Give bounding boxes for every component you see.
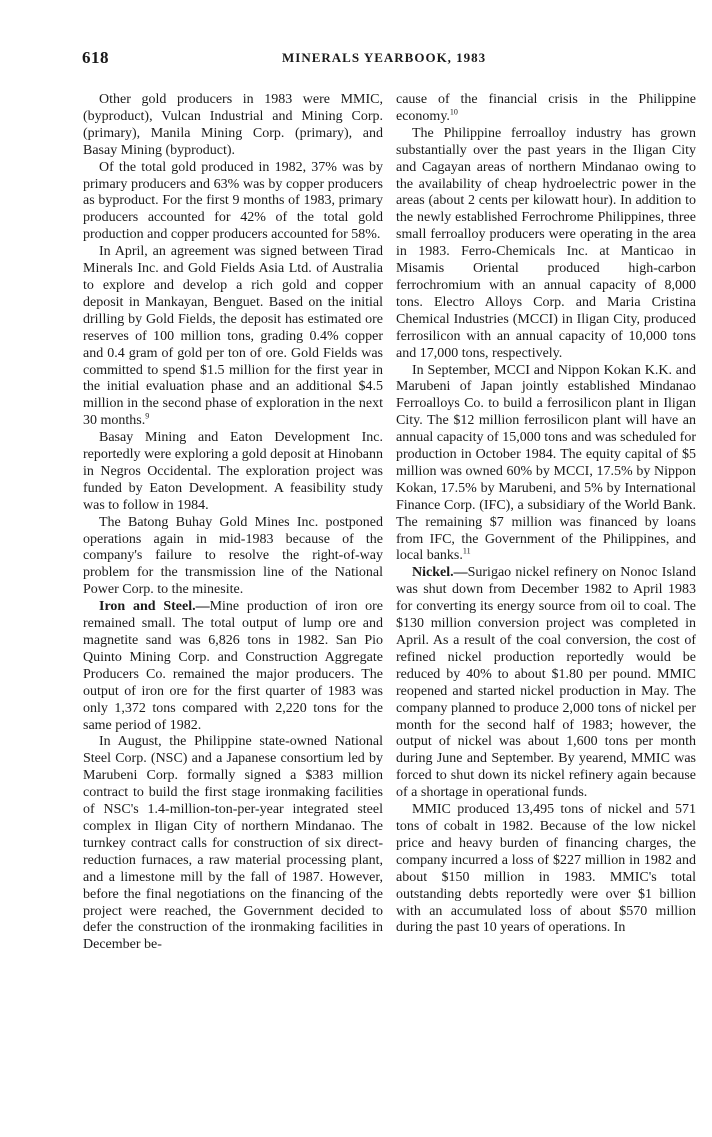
footnote-ref: 10: [449, 107, 458, 117]
paragraph: In August, the Philippine state-owned National Steel Corp. (NSC) and a Japanese consortium led by Marubeni Corp. formally signed a $383 million contract to build the first stage ironmaking facilities of NSC's 1.4-million-ton-per-year integrated steel complex in Iligan City of northern Mindanao. The turnkey contract calls for construction of six direct-reduction furnaces, a raw material processing plant, and a limestone mill by the fall of 1987. However, before the final negotiations on the financing of the project were reached, the Government decided to defer the construction of the ironmaking facilities in December be-: [83, 734, 383, 953]
right-column: [396, 92, 696, 937]
page-number: 618: [82, 48, 109, 67]
page-header: [82, 48, 676, 72]
footnote-ref: 11: [462, 546, 471, 556]
section-run-in-heading: Iron and Steel.—: [99, 599, 210, 615]
section-run-in-heading: Nickel.—: [412, 565, 468, 581]
paragraph: The Batong Buhay Gold Mines Inc. postponed operations again in mid-1983 because of the company's failure to resolve the right-of-way problem for the transmission line of the National Power Corp. to the minesite.: [83, 514, 383, 598]
paragraph: MMIC produced 13,495 tons of nickel and 571 tons of cobalt in 1982. Because of the low nickel price and heavy burden of financing charges, the company incurred a loss of $227 million in 1982 and about $150 million in 1983. MMIC's total outstanding debts reportedly were over $1 billion with an accumulated loss of about $570 million during the past 10 years of operations. In: [396, 802, 696, 936]
paragraph-iron-and-steel: Iron and Steel.—Mine production of iron ore remained small. The total output of lump ore and magnetite sand was 6,826 tons in 1982. San Pio Quinto Mining Corp. and Construction Aggregate Producers Co. remained the major producers. The output of iron ore for the first quarter of 1983 was only 1,372 tons compared with 2,220 tons for the same period of 1982.: [83, 599, 383, 733]
paragraph: In April, an agreement was signed between Tirad Minerals Inc. and Gold Fields Asia Ltd. of Australia to explore and develop a rich gold and copper deposit in Mankayan, Benguet. Based on the initial drilling by Gold Fields, the deposit has estimated ore reserves of 100 million tons, grading 0.4% copper and 0.4 gram of gold per ton of ore. Gold Fields was committed to spend $1.5 million for the first year in the initial evaluation phase and an additional $4.5 million in the second phase of exploration in the next 30 months.$^9$: [83, 244, 383, 429]
left-column: [83, 92, 383, 954]
paragraph: The Philippine ferroalloy industry has grown substantially over the past years in the Iligan City and Cagayan areas of northern Mindanao owing to the availability of cheap hydroelectric power in the areas (about 2 cents per kilowatt hour). In addition to the newly established Ferrochrome Philippines, three small ferroalloy producers were operating in the area in 1983. Ferro-Chemicals Inc. at Manticao in Misamis Oriental produced high-carbon ferrochromium with an annual capacity of 8,000 tons. Electro Alloys Corp. and Maria Cristina Chemical Industries (MCCI) in Iligan City, produced ferrosilicon with an annual capacity of 10,000 tons and 17,000 tons, respectively.: [396, 125, 696, 361]
running-title: MINERALS YEARBOOK, 1983: [282, 50, 487, 65]
paragraph: Of the total gold produced in 1982, 37% was by primary producers and 63% was by copper producers as byproduct. For the first 9 months of 1983, primary producers accounted for 42% of the total gold production and copper producers accounted for 58%.: [83, 159, 383, 243]
paragraph: Basay Mining and Eaton Development Inc. reportedly were exploring a gold deposit at Hinobann in Negros Occidental. The exploration project was funded by Eaton Development. A feasibility study was to follow in 1984.: [83, 430, 383, 513]
paragraph: In September, MCCI and Nippon Kokan K.K. and Marubeni of Japan jointly established Mindanao Ferroalloys Co. to build a ferrosilicon plant in Iligan City. The $12 million ferrosilicon plant will have an annual capacity of 15,000 tons and was scheduled for production in October 1984. The equity capital of $5 million was owned 60% by MCCI, 17.5% by Nippon Kokan, 17.5% by Marubeni, and 5% by International Finance Corp. (IFC), a subsidiary of the World Bank. The remaining $7 million was financed by loans from IFC, the Government of the Philippines, and local banks.$^{11}$: [396, 362, 696, 564]
paragraph: Other gold producers in 1983 were MMIC, (byproduct), Vulcan Industrial and Mining Corp. (primary), Manila Mining Corp. (primary), and Basay Mining (byproduct).: [83, 92, 383, 158]
paragraph-nickel: Nickel.—Surigao nickel refinery on Nonoc Island was shut down from December 1982 to April 1983 for converting its energy source from oil to coal. The $130 million conversion project was completed in April. As a result of the coal conversion, the cost of refined nickel production reportedly would be reduced by 40% to about $1.80 per pound. MMIC reopened and started nickel production in May. The company planned to produce 2,000 tons of nickel per month for the second half of 1983; however, the output of nickel was about 1,600 tons per month during June and September. By yearend, MMIC was forced to shut down its nickel refinery again because of a shortage in operational funds.: [396, 565, 696, 801]
paragraph-continued: cause of the financial crisis in the Philippine economy.$^{10}$: [396, 92, 696, 124]
footnote-ref: 9: [145, 411, 150, 421]
